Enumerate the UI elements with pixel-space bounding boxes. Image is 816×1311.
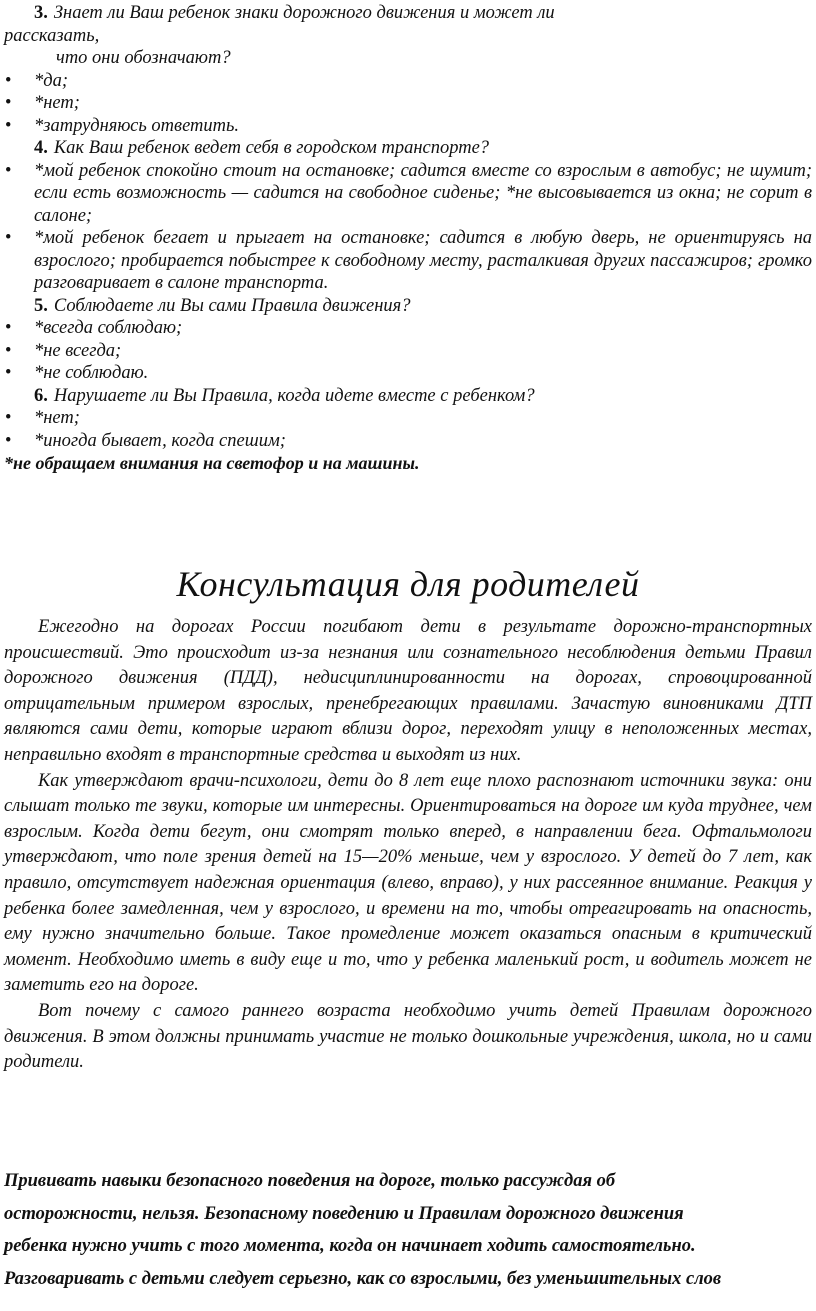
bullet-icon: • xyxy=(5,340,12,361)
bullet-icon: • xyxy=(5,363,12,383)
answer-option: • *да; xyxy=(5,70,69,91)
question-6 xyxy=(4,385,812,408)
paragraph: Как утверждают врачи-психологи, дети до 8 лет еще плохо распознают источники звука: они слышат только те звуки, которые им интересны. Ориентироваться на дороге им куда труднее, чем взрослым. Когда дети бегут, они смотрят только вперед, в направлении бега. Офтальмологи утверждают, что поле зрения детей на 15—20% меньше, чем у взрослого. У детей до 7 лет, как правило, отсутствует надежная ориентация (влево, вправо), у них рассеянное внимание. Реакция у ребенка более замедленная, чем у взрослого, и времени на то, чтобы отреагировать на опасность, ему нужно значительно больше. Такое промедление может оказаться опасным в критический момент. Необходимо иметь в виду еще и то, что у ребенка маленький рост, и водитель может не заметить его на дороге. xyxy=(4,770,812,996)
question-text: Как Ваш ребенок ведет себя в городском транспорте? xyxy=(53,138,490,158)
page-title: Консультация для родителей xyxy=(176,564,640,604)
question-number: 6. xyxy=(34,385,48,406)
question-number: 5. xyxy=(34,295,48,316)
bullet-icon: • xyxy=(5,318,12,338)
paragraph: Вот почему с самого раннего возраста необходимо учить детей Правилам дорожного движения. В этом должны принимать участие не только дошкольные учреждения, школа, но и сами родители. xyxy=(4,1000,812,1073)
questionnaire xyxy=(4,2,812,475)
bullet-icon: • xyxy=(5,70,12,91)
bullet-icon: • xyxy=(5,228,12,248)
question-text: Нарушаете ли Вы Правила, когда идете вместе с ребенком? xyxy=(53,385,535,406)
bullet-icon: • xyxy=(5,93,12,113)
answer-options xyxy=(4,407,812,452)
question-continuation: рассказать, xyxy=(4,25,100,46)
answer-options xyxy=(4,317,812,385)
answer-option: • *не всегда; xyxy=(5,340,122,361)
question-text: Соблюдаете ли Вы сами Правила движения? xyxy=(53,295,411,316)
question-3 xyxy=(4,2,812,25)
text-line: ребенка нужно учить с того момента, когда он начинает ходить самостоятельно. xyxy=(4,1236,696,1256)
answer-option: • *не соблюдаю. xyxy=(5,363,149,383)
bullet-icon: • xyxy=(5,115,12,136)
text-line: Прививать навыки безопасного поведения на дороге, только рассуждая об xyxy=(4,1171,616,1191)
question-5 xyxy=(4,295,812,318)
consultation-text xyxy=(4,615,812,1076)
bullet-icon: • xyxy=(5,160,12,181)
answer-options xyxy=(4,70,812,138)
answer-option: • *нет; xyxy=(5,408,80,428)
answer-option: • *мой ребенок бегает и прыгает на остановке; садится в любую дверь, не ориентируясь на взрослого; пробирается побыстрее к свободному месту, расталкивая других пассажиров; громко разговаривает в салоне транспорта. xyxy=(5,228,812,293)
question-4 xyxy=(4,137,812,160)
closing-text xyxy=(4,1165,812,1295)
question-text: Знает ли Ваш ребенок знаки дорожного движения и может ли xyxy=(53,3,555,23)
answer-option-last: *не обращаем внимания на светофор и на машины. xyxy=(4,453,420,473)
question-number: 3. xyxy=(34,3,48,23)
text-line: Разговаривать с детьми следует серьезно, как со взрослыми, без уменьшительных слов xyxy=(4,1268,722,1289)
bullet-icon: • xyxy=(5,430,12,451)
answer-option: • *нет; xyxy=(5,93,80,113)
paragraph: Ежегодно на дорогах России погибают дети в результате дорожно-транспортных происшествий. Это происходит из-за незнания или сознательного несоблюдения детьми Правил дорожного движения (ПДД), недисциплинированности на дорогах, спровоцированной отрицательным примером взрослых, пренебрегающих правилами. Зачастую виновниками ДТП являются сами дети, которые играют вблизи дорог, переходят улицу в неположенных местах, неправильно входят в транспортные средства и выходят из них. xyxy=(4,617,812,765)
answer-option: • *мой ребенок спокойно стоит на остановке; садится вместе со взрослым в автобус; не шумит; если есть возможность — садится на свободное сиденье; *не высовывается из окна; не сорит в салоне; xyxy=(5,160,812,226)
text-line: осторожности, нельзя. Безопасному поведению и Правилам дорожного движения xyxy=(4,1203,684,1224)
question-number: 4. xyxy=(34,138,48,158)
question-continuation: что они обозначают? xyxy=(56,48,231,68)
answer-option: • *затрудняюсь ответить. xyxy=(5,115,240,136)
bullet-icon: • xyxy=(5,408,12,428)
answer-option: • *иногда бывает, когда спешим; xyxy=(5,430,286,451)
answer-options xyxy=(4,160,812,295)
answer-option: • *всегда соблюдаю; xyxy=(5,318,183,338)
